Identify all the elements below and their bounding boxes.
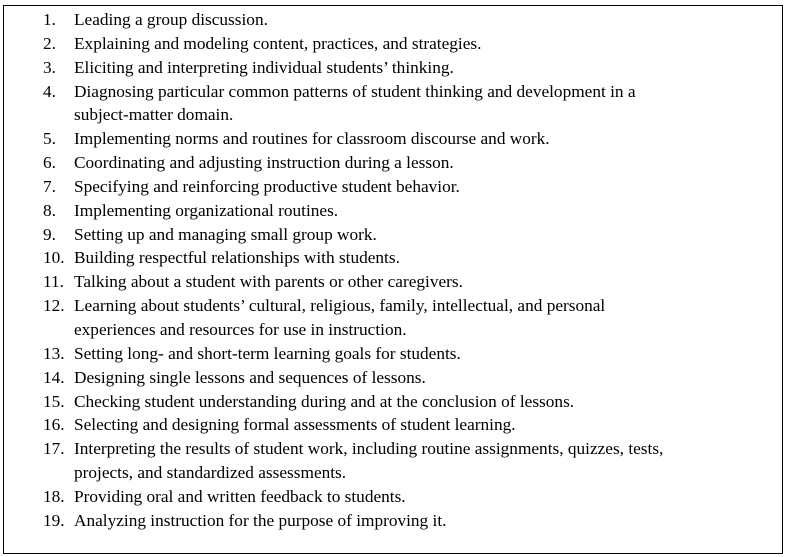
list-item-text bbox=[74, 151, 782, 175]
list-item-text bbox=[74, 437, 782, 485]
list-item-text bbox=[74, 56, 782, 80]
list-item bbox=[43, 294, 782, 342]
list-item-number: 19. bbox=[43, 510, 65, 530]
list-item-text bbox=[74, 342, 782, 366]
list-item-number: 7. bbox=[43, 176, 56, 196]
list-item-number: 1. bbox=[43, 10, 56, 29]
list-item-line: Providing oral and written feedback to students. bbox=[74, 486, 406, 506]
list-item-number: 18. bbox=[43, 486, 65, 506]
list-item-text bbox=[74, 366, 782, 390]
list-item-line: Learning about students’ cultural, religious, family, intellectual, and personal bbox=[74, 296, 606, 316]
list-item-number: 9. bbox=[43, 224, 56, 244]
list-item-line: Talking about a student with parents or other caregivers. bbox=[74, 272, 463, 292]
list-item-text bbox=[74, 390, 782, 414]
list-item-line: Analyzing instruction for the purpose of improving it. bbox=[74, 510, 447, 530]
list-item bbox=[43, 437, 782, 485]
list-item-line: Checking student understanding during and at the conclusion of lessons. bbox=[74, 391, 575, 411]
list-item-line: Leading a group discussion. bbox=[74, 10, 268, 29]
list-item bbox=[43, 413, 782, 437]
list-item-line: subject-matter domain. bbox=[74, 105, 234, 125]
list-item-line: Coordinating and adjusting instruction during a lesson. bbox=[74, 153, 454, 173]
list-item-text bbox=[74, 223, 782, 247]
list-item-number: 13. bbox=[43, 343, 65, 363]
list-item-text bbox=[74, 175, 782, 199]
list-item-line: Designing single lessons and sequences of lessons. bbox=[74, 367, 426, 387]
list-item-line: Selecting and designing formal assessments of student learning. bbox=[74, 415, 516, 435]
list-item bbox=[43, 32, 782, 56]
list-item bbox=[43, 390, 782, 414]
list-item bbox=[43, 175, 782, 199]
list-item-number: 10. bbox=[43, 248, 65, 268]
list-item-number: 12. bbox=[43, 296, 65, 316]
list-item-line: Explaining and modeling content, practices, and strategies. bbox=[74, 33, 482, 53]
list-item-text bbox=[74, 413, 782, 437]
list-item-number: 5. bbox=[43, 129, 56, 149]
list-item bbox=[43, 509, 782, 533]
list-item-number: 6. bbox=[43, 153, 56, 173]
list-item bbox=[43, 151, 782, 175]
numbered-list bbox=[43, 8, 782, 533]
list-item-number: 16. bbox=[43, 415, 65, 435]
list-item bbox=[43, 342, 782, 366]
list-item-line: Implementing norms and routines for classroom discourse and work. bbox=[74, 129, 550, 149]
list-item bbox=[43, 223, 782, 247]
list-item-line: Specifying and reinforcing productive student behavior. bbox=[74, 176, 460, 196]
list-item-line: Setting up and managing small group work. bbox=[74, 224, 377, 244]
list-item-line: Building respectful relationships with students. bbox=[74, 248, 400, 268]
list-item-text bbox=[74, 127, 782, 151]
list-item-text bbox=[74, 294, 782, 342]
list-item-line: experiences and resources for use in instruction. bbox=[74, 319, 407, 339]
list-item bbox=[43, 80, 782, 128]
list-item bbox=[43, 199, 782, 223]
list-item-number: 11. bbox=[43, 272, 64, 292]
list-item-text bbox=[74, 509, 782, 533]
list-item-text bbox=[74, 8, 782, 32]
list-item-line: Interpreting the results of student work, including routine assignments, quizzes, tests, bbox=[74, 439, 664, 459]
list-item-text bbox=[74, 80, 782, 128]
list-item-number: 17. bbox=[43, 439, 65, 459]
practices-list-box bbox=[3, 5, 783, 554]
list-item-number: 8. bbox=[43, 200, 56, 220]
list-item-text bbox=[74, 32, 782, 56]
list-item bbox=[43, 246, 782, 270]
list-item-text bbox=[74, 270, 782, 294]
list-item-line: projects, and standardized assessments. bbox=[74, 463, 347, 483]
list-item-line: Diagnosing particular common patterns of student thinking and development in a bbox=[74, 81, 636, 101]
list-item bbox=[43, 366, 782, 390]
list-item-number: 4. bbox=[43, 81, 56, 101]
list-item bbox=[43, 485, 782, 509]
list-item bbox=[43, 56, 782, 80]
list-item-number: 3. bbox=[43, 57, 56, 77]
list-item-number: 14. bbox=[43, 367, 65, 387]
list-item-line: Implementing organizational routines. bbox=[74, 200, 339, 220]
list-item bbox=[43, 127, 782, 151]
list-item-text bbox=[74, 485, 782, 509]
list-item-number: 15. bbox=[43, 391, 65, 411]
list-item bbox=[43, 270, 782, 294]
list-item-text bbox=[74, 246, 782, 270]
list-item-number: 2. bbox=[43, 33, 56, 53]
list-item-line: Setting long- and short-term learning goals for students. bbox=[74, 343, 461, 363]
list-item bbox=[43, 8, 782, 32]
list-item-text bbox=[74, 199, 782, 223]
list-item-line: Eliciting and interpreting individual students’ thinking. bbox=[74, 57, 454, 77]
